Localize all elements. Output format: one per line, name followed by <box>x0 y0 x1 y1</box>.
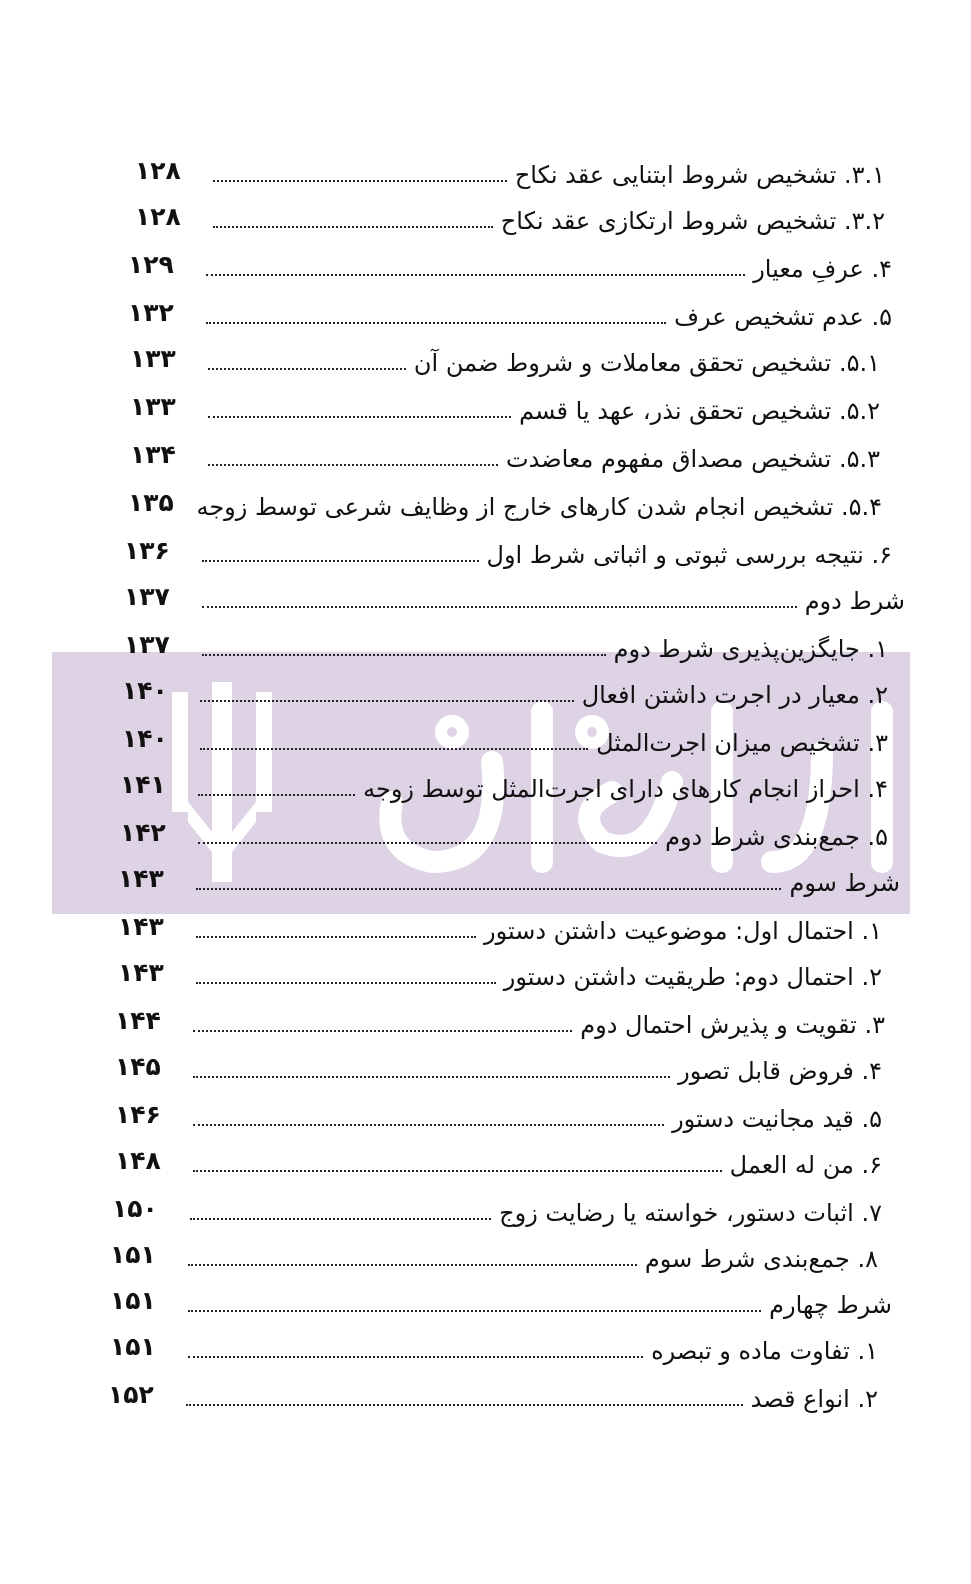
toc-page-number: ۱۵۱ <box>110 1240 156 1269</box>
toc-entry-title: ۴. احراز انجام کارهای دارای اجرت‌المثل توسط زوجه <box>363 775 888 803</box>
toc-entry-title: ۱. جایگزین‌پذیری شرط دوم <box>613 635 888 663</box>
toc-entry[interactable] <box>135 154 885 194</box>
toc-entry[interactable] <box>118 910 882 950</box>
toc-page-number: ۱۲۸ <box>135 202 181 231</box>
toc-entry-title: ۱. تفاوت ماده و تبصره <box>651 1337 878 1365</box>
toc-page-number: ۱۳۷ <box>124 630 170 659</box>
dot-leader <box>208 368 406 370</box>
toc-page-number: ۱۴۶ <box>115 1100 161 1129</box>
toc-entry-title: ۶. من له العمل <box>729 1151 882 1179</box>
toc-entry[interactable] <box>118 956 882 996</box>
dot-leader <box>186 1404 743 1406</box>
toc-page-number: ۱۵۰ <box>112 1194 158 1223</box>
toc-page-number: ۱۵۱ <box>110 1286 156 1315</box>
toc-entry-title: شرط سوم <box>789 869 900 897</box>
toc-entry-title: شرط دوم <box>804 587 905 615</box>
toc-entry-title: ۵. قید مجانیت دستور <box>672 1105 882 1133</box>
toc-entry[interactable] <box>130 438 880 478</box>
dot-leader <box>202 560 479 562</box>
toc-entry-title: ۱. احتمال اول: موضوعیت داشتن دستور <box>484 917 882 945</box>
dot-leader <box>188 1264 637 1266</box>
toc-entry-title: ۲. احتمال دوم: طریقیت داشتن دستور <box>503 963 882 991</box>
toc-page-number: ۱۴۰ <box>122 724 168 753</box>
toc-entry[interactable] <box>112 1192 882 1232</box>
toc-entry-title: ۶. نتیجه بررسی ثبوتی و اثباتی شرط اول <box>486 541 892 569</box>
toc-entry-title: ۵.۱. تشخیص تحقق معاملات و شروط ضمن آن <box>413 349 880 377</box>
toc-entry-title: ۸. جمع‌بندی شرط سوم <box>644 1245 878 1273</box>
toc-entry[interactable] <box>115 1144 882 1184</box>
toc-entry-title: ۷. اثبات دستور، خواسته یا رضایت زوج <box>499 1199 882 1227</box>
toc-entry-title: ۴. عرفِ معیار <box>753 255 892 283</box>
toc-entry[interactable] <box>118 862 900 902</box>
toc-page-number: ۱۴۱ <box>120 770 166 799</box>
toc-entry[interactable] <box>122 722 888 762</box>
dot-leader <box>198 794 355 796</box>
toc-entry[interactable] <box>110 1330 878 1370</box>
dot-leader <box>193 1030 572 1032</box>
toc-entry-title: ۳. تشخیص میزان اجرت‌المثل <box>596 729 888 757</box>
dot-leader <box>193 1076 670 1078</box>
toc-page-number: ۱۳۲ <box>128 298 174 327</box>
toc-entry[interactable] <box>124 580 905 620</box>
toc-entry[interactable] <box>120 768 888 808</box>
dot-leader <box>208 416 511 418</box>
toc-entry[interactable] <box>130 390 880 430</box>
toc-page-number: ۱۵۲ <box>108 1380 154 1409</box>
toc-entry[interactable] <box>120 816 888 856</box>
toc-entry-title: ۲. معیار در اجرت داشتن افعال <box>581 681 888 709</box>
toc-entry-title: ۵.۲. تشخیص تحقق نذر، عهد یا قسم <box>519 397 880 425</box>
dot-leader <box>213 180 507 182</box>
toc-entry[interactable] <box>124 628 888 668</box>
toc-page-number: ۱۴۰ <box>122 676 168 705</box>
toc-entry-title: ۵. جمع‌بندی شرط دوم <box>665 823 888 851</box>
dot-leader <box>193 1170 722 1172</box>
toc-entry-title: ۴. فروض قابل تصور <box>678 1057 882 1085</box>
toc-entry[interactable] <box>115 1004 885 1044</box>
toc-entry[interactable] <box>108 1378 878 1418</box>
toc-entry[interactable] <box>122 674 888 714</box>
dot-leader <box>200 700 574 702</box>
toc-entry[interactable] <box>115 1050 882 1090</box>
dot-leader <box>190 1218 491 1220</box>
dot-leader <box>206 322 666 324</box>
toc-page-number: ۱۳۵ <box>128 488 174 517</box>
dot-leader <box>193 1124 664 1126</box>
dot-leader <box>196 982 496 984</box>
toc-page-number: ۱۴۳ <box>118 912 164 941</box>
toc-entry-title: ۵.۴. تشخیص انجام شدن کارهای خارج از وظایف شرعی توسط زوجه <box>196 493 882 521</box>
dot-leader <box>213 226 493 228</box>
toc-page-number: ۱۴۴ <box>115 1006 161 1035</box>
dot-leader <box>196 936 476 938</box>
toc-page-number: ۱۵۱ <box>110 1332 156 1361</box>
toc-page-number: ۱۲۸ <box>135 156 181 185</box>
dot-leader <box>188 1356 643 1358</box>
toc-entry-title: شرط چهارم <box>769 1291 892 1319</box>
toc-entry[interactable] <box>128 486 882 526</box>
toc-page-number: ۱۴۲ <box>120 818 166 847</box>
dot-leader <box>196 888 781 890</box>
dot-leader <box>208 464 498 466</box>
toc-entry[interactable] <box>110 1284 892 1324</box>
toc-page-number: ۱۳۳ <box>130 392 176 421</box>
dot-leader <box>202 654 606 656</box>
toc-entry-title: ۵. عدم تشخیص عرف <box>674 303 892 331</box>
dot-leader <box>198 842 657 844</box>
toc-page-number: ۱۳۳ <box>130 344 176 373</box>
toc-entry[interactable] <box>124 534 892 574</box>
toc-page-number: ۱۴۵ <box>115 1052 161 1081</box>
toc-entry-title: ۳.۱. تشخیص شروط ابتنایی عقد نکاح <box>514 161 885 189</box>
toc-entry-title: ۵.۳. تشخیص مصداق مفهوم معاضدت <box>506 445 880 473</box>
toc-page-number: ۱۴۳ <box>118 864 164 893</box>
toc-entry[interactable] <box>135 200 885 240</box>
toc-entry[interactable] <box>128 296 892 336</box>
toc-entry[interactable] <box>115 1098 882 1138</box>
toc-entry[interactable] <box>130 342 880 382</box>
toc-entry[interactable] <box>110 1238 878 1278</box>
toc-page-number: ۱۳۴ <box>130 440 176 469</box>
toc-entry-title: ۳. تقویت و پذیرش احتمال دوم <box>580 1011 885 1039</box>
toc-entry-title: ۲. انواع قصد <box>750 1385 878 1413</box>
toc-page-number: ۱۳۷ <box>124 582 170 611</box>
toc-entry-title: ۳.۲. تشخیص شروط ارتکازی عقد نکاح <box>500 207 885 235</box>
dot-leader <box>188 1310 761 1312</box>
dot-leader <box>200 748 588 750</box>
dot-leader <box>202 606 797 608</box>
toc-page-number: ۱۴۳ <box>118 958 164 987</box>
toc-entry[interactable] <box>128 248 892 288</box>
dot-leader <box>206 274 745 276</box>
toc-page-number: ۱۴۸ <box>115 1146 161 1175</box>
toc-page-number: ۱۲۹ <box>128 250 174 279</box>
toc-page-number: ۱۳۶ <box>124 536 170 565</box>
